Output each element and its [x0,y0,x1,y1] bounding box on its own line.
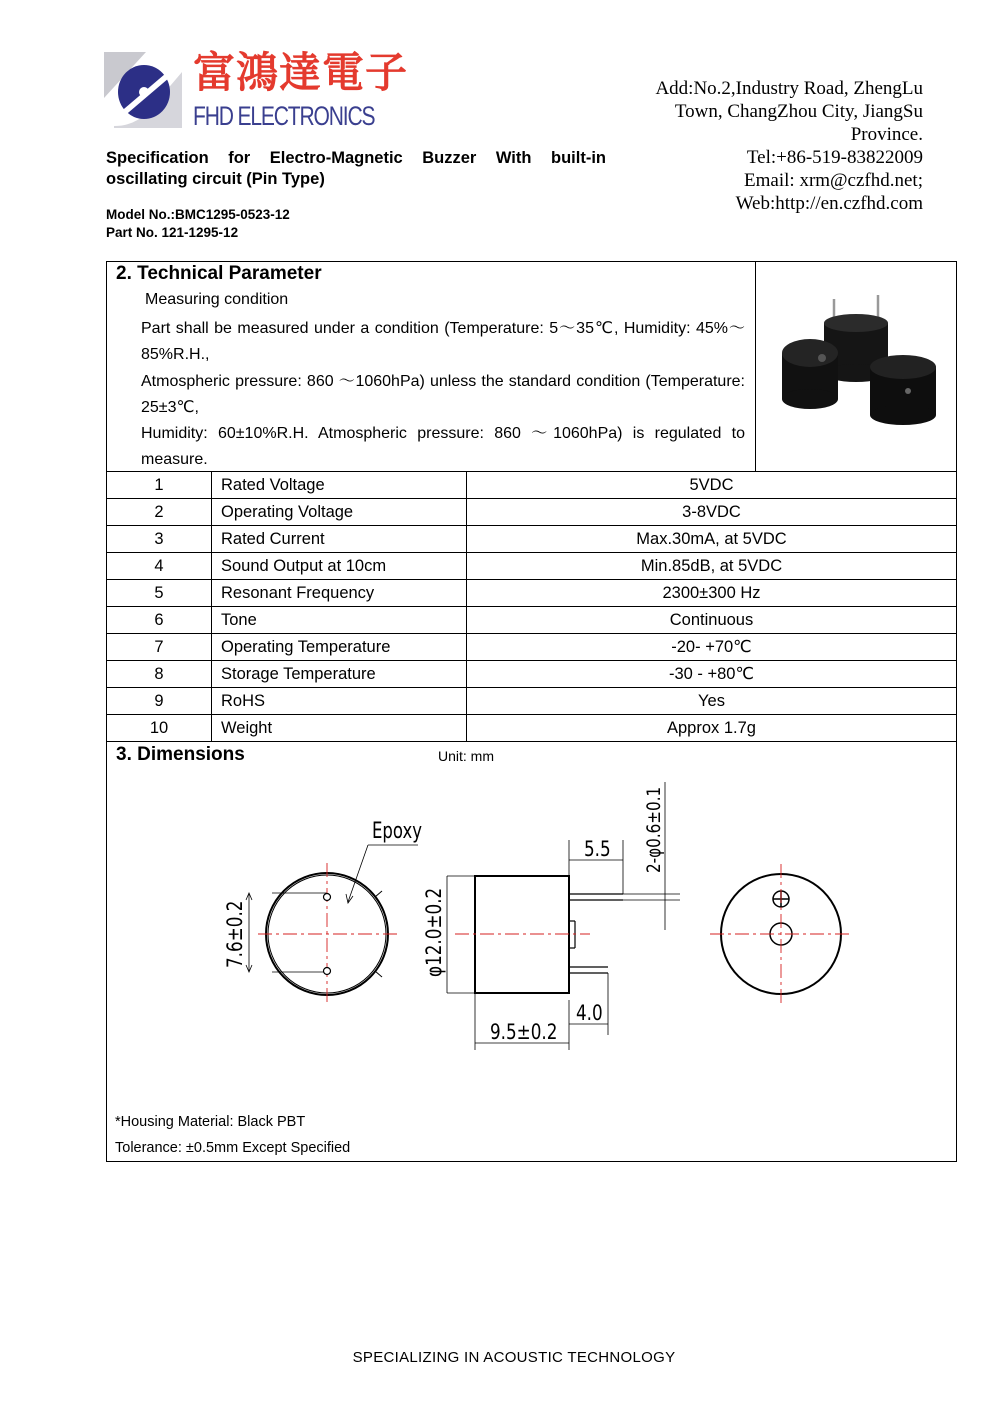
technical-heading: 2. Technical Parameter [116,263,322,284]
address-line: Add:No.2,Industry Road, ZhengLu [655,78,923,99]
pin-length-label: 4.0 [576,1001,603,1026]
table-row [107,688,957,715]
row-number: 10 [107,715,212,742]
model-number: Model No.:BMC1295-0523-12 [106,207,290,222]
row-value: -30 - +80℃ [467,661,957,688]
height-label: 9.5±0.2 [490,1020,558,1045]
row-item: Rated Voltage [212,472,467,499]
housing-material-note: *Housing Material: Black PBT [115,1114,306,1130]
spec-title-line2: oscillating circuit (Pin Type) [106,170,325,188]
table-row [107,553,957,580]
condition-heading: Measuring condition [145,291,289,308]
row-number: 6 [107,607,212,634]
row-item: Operating Voltage [212,499,467,526]
spec-title [106,148,606,190]
condition-text [141,316,745,474]
pin-diameter-label: 2-φ0.6±0.1 [643,786,666,873]
row-number: 2 [107,499,212,526]
unit-label: Unit: mm [438,748,494,764]
table-row [107,580,957,607]
diameter-label: φ12.0±0.2 [422,887,447,977]
table-row [107,634,957,661]
condition-paragraph: Part shall be measured under a condition (Temperature: 5～35℃, Humidity: 45%～85%R.H., [141,320,746,364]
pin-spacing-label: 7.6±0.2 [223,900,248,968]
row-number: 5 [107,580,212,607]
table-row [107,661,957,688]
row-value: Approx 1.7g [467,715,957,742]
row-value: Continuous [467,607,957,634]
row-value: 2300±300 Hz [467,580,957,607]
condition-paragraph: Humidity: 60±10%R.H. Atmospheric pressure: 860 ～1060hPa) is regulated to measure. [141,425,745,469]
row-number: 8 [107,661,212,688]
web-line: Web:http://en.czfhd.com [735,193,923,214]
dimension-drawing [106,770,957,1090]
model-info [106,206,290,242]
row-number: 1 [107,472,212,499]
company-name-en: FHD ELECTRONICS [193,101,375,131]
product-photo [755,261,958,472]
address-line: Town, ChangZhou City, JiangSu [674,101,923,122]
address-line: Province. [850,124,923,145]
row-item: Rated Current [212,526,467,553]
row-item: Storage Temperature [212,661,467,688]
part-number: Part No. 121-1295-12 [106,225,239,240]
row-item: Weight [212,715,467,742]
company-address [583,77,923,215]
row-number: 9 [107,688,212,715]
row-value: Min.85dB, at 5VDC [467,553,957,580]
tolerance-note: Tolerance: ±0.5mm Except Specified [115,1140,351,1156]
row-value: Max.30mA, at 5VDC [467,526,957,553]
row-item: RoHS [212,688,467,715]
table-row [107,607,957,634]
row-value: Yes [467,688,957,715]
row-number: 3 [107,526,212,553]
row-item: Operating Temperature [212,634,467,661]
dimensions-heading: 3. Dimensions [116,744,245,765]
pin-offset-label: 5.5 [584,837,611,862]
epoxy-label: Epoxy [372,817,422,844]
row-number: 4 [107,553,212,580]
row-value: 5VDC [467,472,957,499]
footer-slogan: SPECIALIZING IN ACOUSTIC TECHNOLOGY [352,1349,676,1366]
row-value: -20- +70℃ [467,634,957,661]
condition-paragraph: Atmospheric pressure: 860 ～1060hPa) unless the standard condition (Temperature: 25±3℃, [141,372,745,416]
row-item: Resonant Frequency [212,580,467,607]
table-row [107,499,957,526]
phone-line: Tel:+86-519-83822009 [746,147,923,168]
company-name-cn: 富鴻達電子 [193,48,409,97]
row-value: 3-8VDC [467,499,957,526]
table-row [107,526,957,553]
spec-title-line1: Specification for Electro-Magnetic Buzzer With built-in [106,149,606,167]
row-item: Sound Output at 10cm [212,553,467,580]
row-number: 7 [107,634,212,661]
parameter-table [106,471,957,742]
company-logo-icon [104,52,186,128]
row-item: Tone [212,607,467,634]
table-row [107,472,957,499]
table-row [107,715,957,742]
email-line: Email: xrm@czfhd.net; [744,170,923,191]
